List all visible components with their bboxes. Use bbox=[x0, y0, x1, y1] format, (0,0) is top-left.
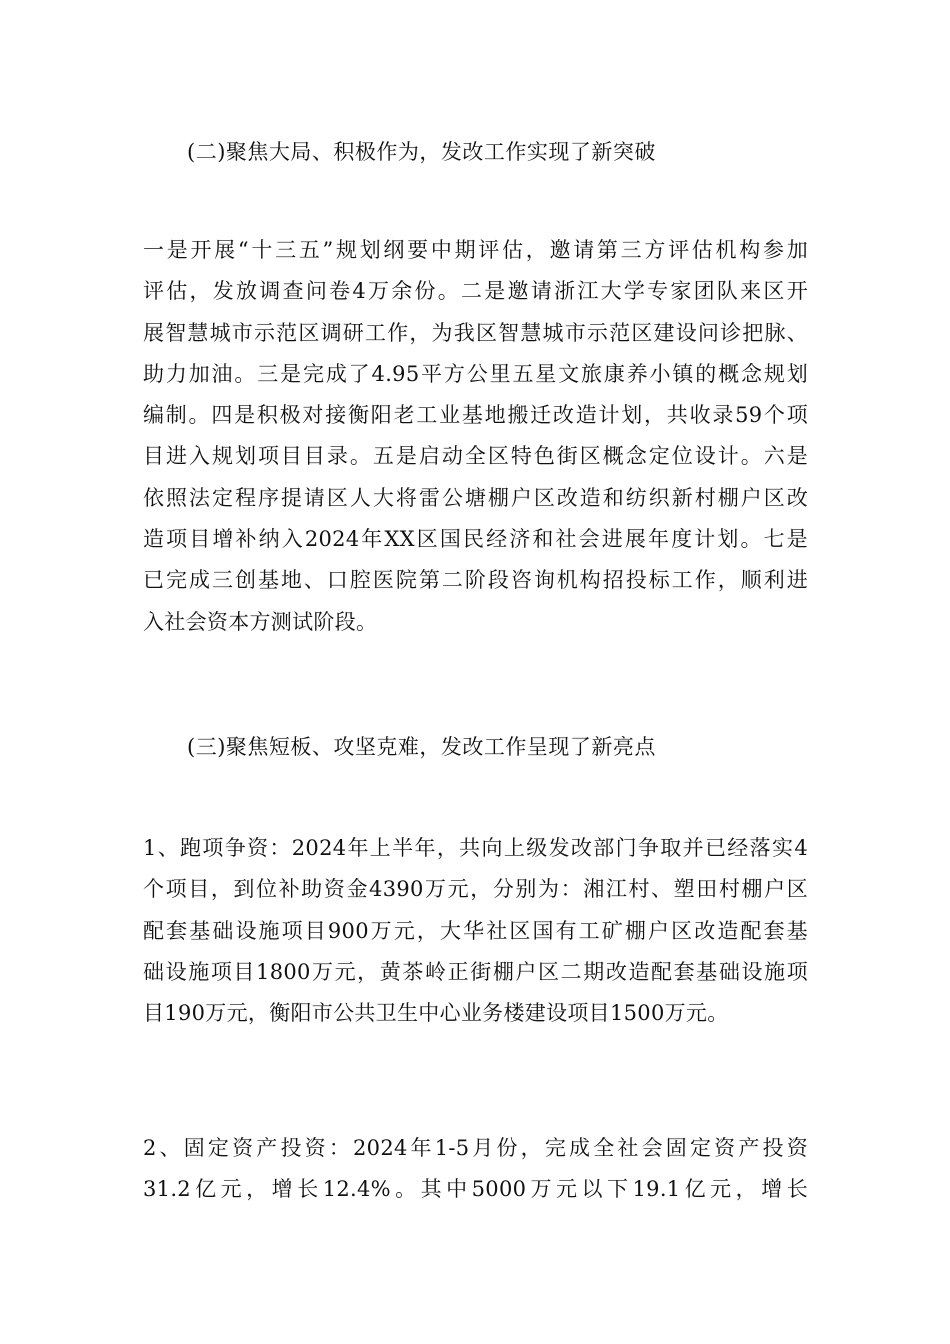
paragraph-1-line: 已完成三创基地、口腔医院第二阶段咨询机构招投标工作，顺利进 bbox=[143, 568, 808, 593]
paragraph-1-line: 一是开展“十三五”规划纲要中期评估，邀请第三方评估机构参加 bbox=[143, 238, 808, 262]
paragraph-1-line: 依照法定程序提请区人大将雷公塘棚户区改造和纺织新村棚户区改 bbox=[143, 485, 808, 510]
paragraph-1-line: 目进入规划项目目录。五是启动全区特色街区概念定位设计。六是 bbox=[143, 444, 808, 469]
paragraph-2-line: 1、跑项争资：2024年上半年，共向上级发改部门争取并已经落实4 bbox=[143, 836, 808, 860]
section-heading-3: (三)聚焦短板、攻坚克难，发改工作呈现了新亮点 bbox=[187, 735, 656, 759]
paragraph-2-line: 个项目，到位补助资金4390万元，分别为：湘江村、塑田村棚户区 bbox=[143, 877, 808, 902]
paragraph-1-line: 助力加油。三是完成了4.95平方公里五星文旅康养小镇的概念规划 bbox=[143, 361, 808, 386]
section-heading-2: (二)聚焦大局、积极作为，发改工作实现了新突破 bbox=[187, 140, 656, 164]
paragraph-3-line: 31.2亿元，增长12.4%。其中5000万元以下19.1亿元，增长 bbox=[143, 1177, 808, 1202]
paragraph-2-line: 配套基础设施项目900万元，大华社区国有工矿棚户区改造配套基 bbox=[143, 918, 808, 943]
paragraph-1-line: 造项目增补纳入2024年XX区国民经济和社会进展年度计划。七是 bbox=[143, 527, 808, 552]
paragraph-3 bbox=[143, 1128, 808, 1211]
paragraph-2 bbox=[143, 828, 808, 1034]
paragraph-3-line: 2、固定资产投资：2024年1-5月份，完成全社会固定资产投资 bbox=[143, 1136, 808, 1160]
paragraph-1 bbox=[143, 230, 808, 643]
paragraph-2-line: 目190万元，衡阳市公共卫生中心业务楼建设项目1500万元。 bbox=[143, 1001, 729, 1026]
paragraph-1-line: 展智慧城市示范区调研工作，为我区智慧城市示范区建设问诊把脉、 bbox=[143, 320, 808, 345]
paragraph-1-line: 编制。四是积极对接衡阳老工业基地搬迁改造计划，共收录59个项 bbox=[143, 403, 808, 428]
paragraph-2-line: 础设施项目1800万元，黄茶岭正街棚户区二期改造配套基础设施项 bbox=[143, 959, 808, 984]
paragraph-1-line: 入社会资本方测试阶段。 bbox=[143, 609, 378, 634]
paragraph-1-line: 评估，发放调查问卷4万余份。二是邀请浙江大学专家团队来区开 bbox=[143, 279, 808, 304]
